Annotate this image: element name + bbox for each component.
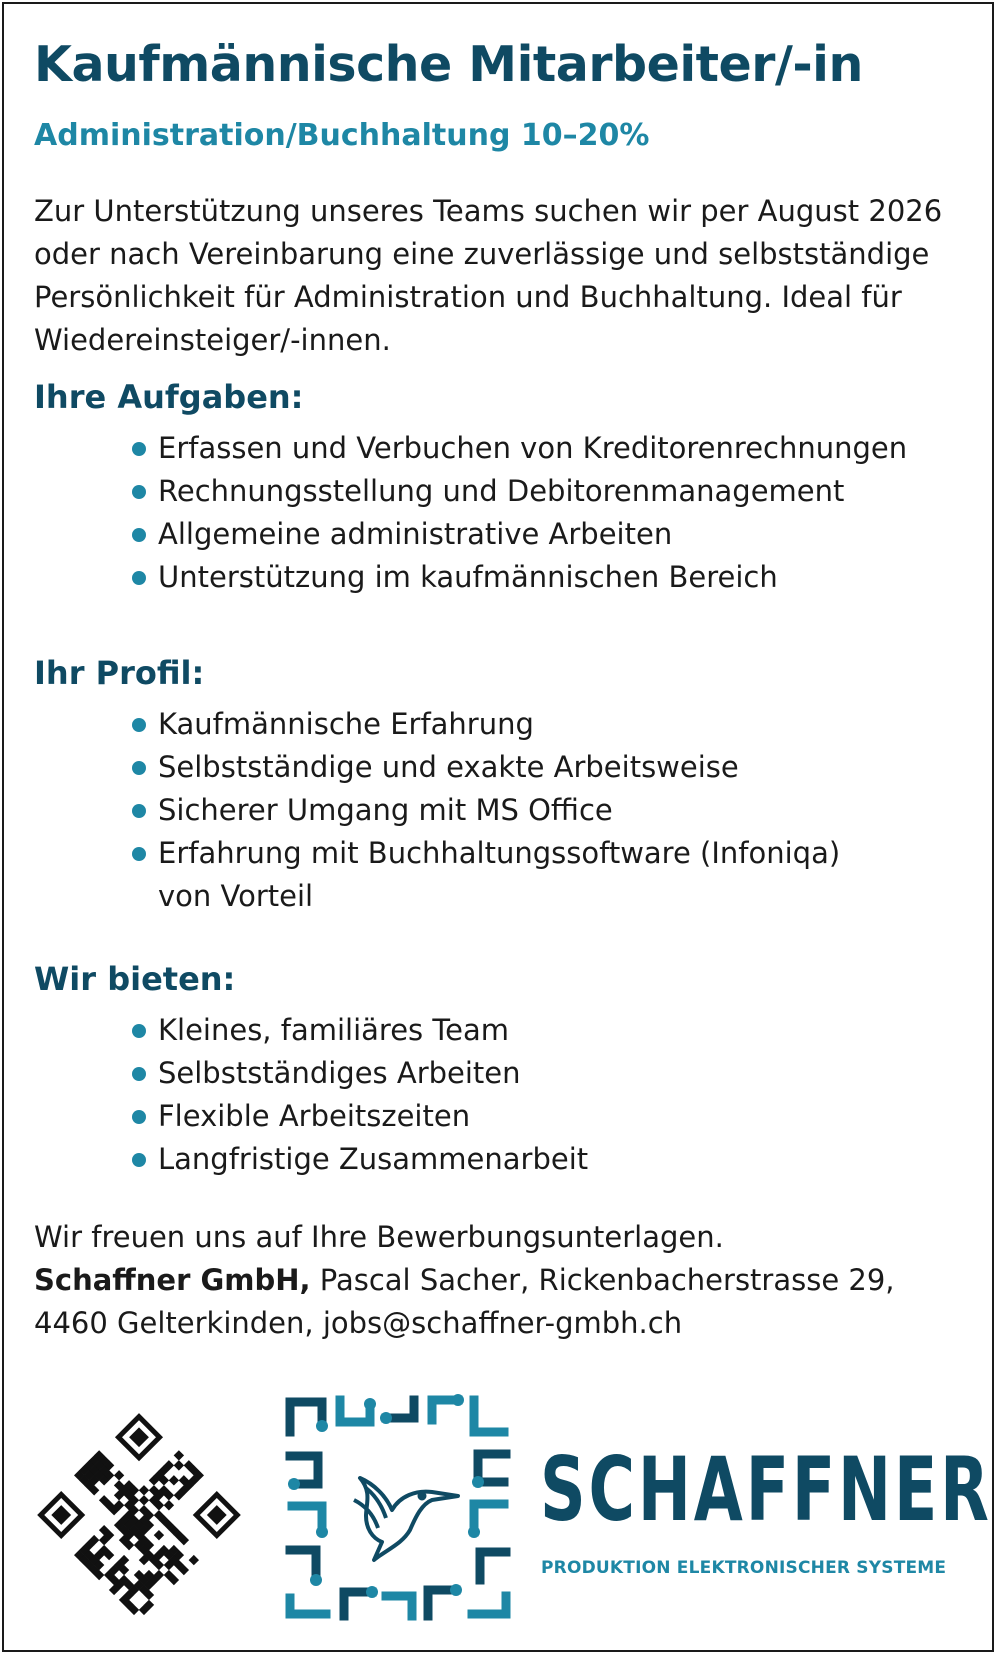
list-item: Unterstützung im kaufmännischen Bereich [130, 556, 970, 599]
list-item: Sicherer Umgang mit MS Office [130, 789, 970, 832]
qr-code-icon[interactable] [34, 1410, 244, 1620]
list-item: Selbstständige und exakte Arbeitsweise [130, 746, 970, 789]
list-item: Allgemeine administrative Arbeiten [130, 513, 970, 556]
list-profil [130, 703, 970, 918]
intro-paragraph: Zur Unterstützung unseres Teams suchen wir per August 2026 oder nach Vereinbarung eine zuverlässige und selbstständige Persönlichkeit für Administration und Buchhaltung. Ideal für Wiedereinsteiger/-innen. [34, 194, 943, 357]
list-aufgaben [130, 427, 970, 599]
page-title: Kaufmännische Mitarbeiter/-in [34, 36, 863, 93]
contact-line [34, 1259, 974, 1302]
closing-block [34, 1216, 974, 1345]
list-item: Selbstständiges Arbeiten [130, 1052, 970, 1095]
page-subtitle: Administration/Buchhaltung 10–20% [34, 118, 650, 153]
logo-wordmark: SCHAFFNER [540, 1438, 992, 1541]
contact-email-line[interactable]: 4460 Gelterkinden, jobs@schaffner-gmbh.ch [34, 1306, 683, 1340]
list-item: Erfassen und Verbuchen von Kreditorenrechnungen [130, 427, 970, 470]
list-item: Rechnungsstellung und Debitorenmanagement [130, 470, 970, 513]
closing-line: Wir freuen uns auf Ihre Bewerbungsunterlagen. [34, 1220, 724, 1254]
logo-tagline: PRODUKTION ELEKTRONISCHER SYSTEME [541, 1558, 947, 1578]
list-item: Langfristige Zusammenarbeit [130, 1138, 970, 1181]
contact-address: Pascal Sacher, Rickenbacherstrasse 29, [310, 1263, 895, 1297]
company-name: Schaffner GmbH, [34, 1263, 311, 1297]
list-item: Flexible Arbeitszeiten [130, 1095, 970, 1138]
section-heading-bieten: Wir bieten: [34, 960, 236, 998]
list-item: Kaufmännische Erfahrung [130, 703, 970, 746]
hummingbird-circuit-logo-icon [282, 1392, 514, 1624]
section-heading-aufgaben: Ihre Aufgaben: [34, 378, 304, 416]
list-item: Kleines, familiäres Team [130, 1009, 970, 1052]
list-bieten [130, 1009, 970, 1181]
section-heading-profil: Ihr Profil: [34, 654, 205, 692]
list-item: Erfahrung mit Buchhaltungssoftware (Infoniqa) von Vorteil [130, 832, 878, 918]
